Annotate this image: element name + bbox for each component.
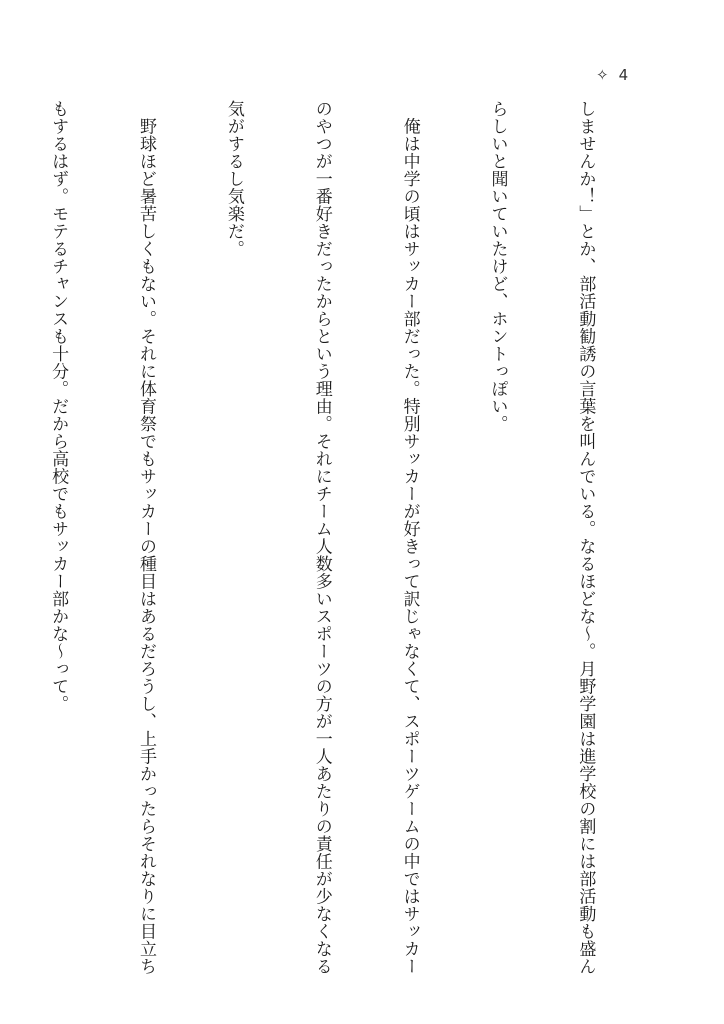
text-line: 野球ほど暑苦しくもない。それに体育祭でもサッカーの種目はあるだろうし、上手かったらそれなりに目立ち <box>135 100 156 975</box>
text-line: しませんか！」とか、部活動勧誘の言葉を叫んでいる。なるほどな～。月野学園は進学校の割には部活動も盛ん <box>575 100 596 975</box>
vertical-body-text <box>48 100 658 975</box>
page-number: 4 <box>618 66 629 84</box>
page-header <box>596 66 628 84</box>
text-line: もするはず。モテるチャンスも十分。だから高校でもサッカー部かな～って。 <box>48 100 69 713</box>
sparkle-icon: ✧ <box>596 66 609 84</box>
text-line: 気がするし気楽だ。 <box>223 100 244 258</box>
text-line: のやつが一番好きだったからという理由。それにチーム人数多いスポーツの方が一人あたりの責任が少なくなる <box>311 100 332 975</box>
text-line: らしいと聞いていたけど、ホントっぽい。 <box>487 100 508 433</box>
text-line: 俺は中学の頃はサッカー部だった。特別サッカーが好きって訳じゃなくて、スポーツゲームの中ではサッカー <box>399 100 420 975</box>
